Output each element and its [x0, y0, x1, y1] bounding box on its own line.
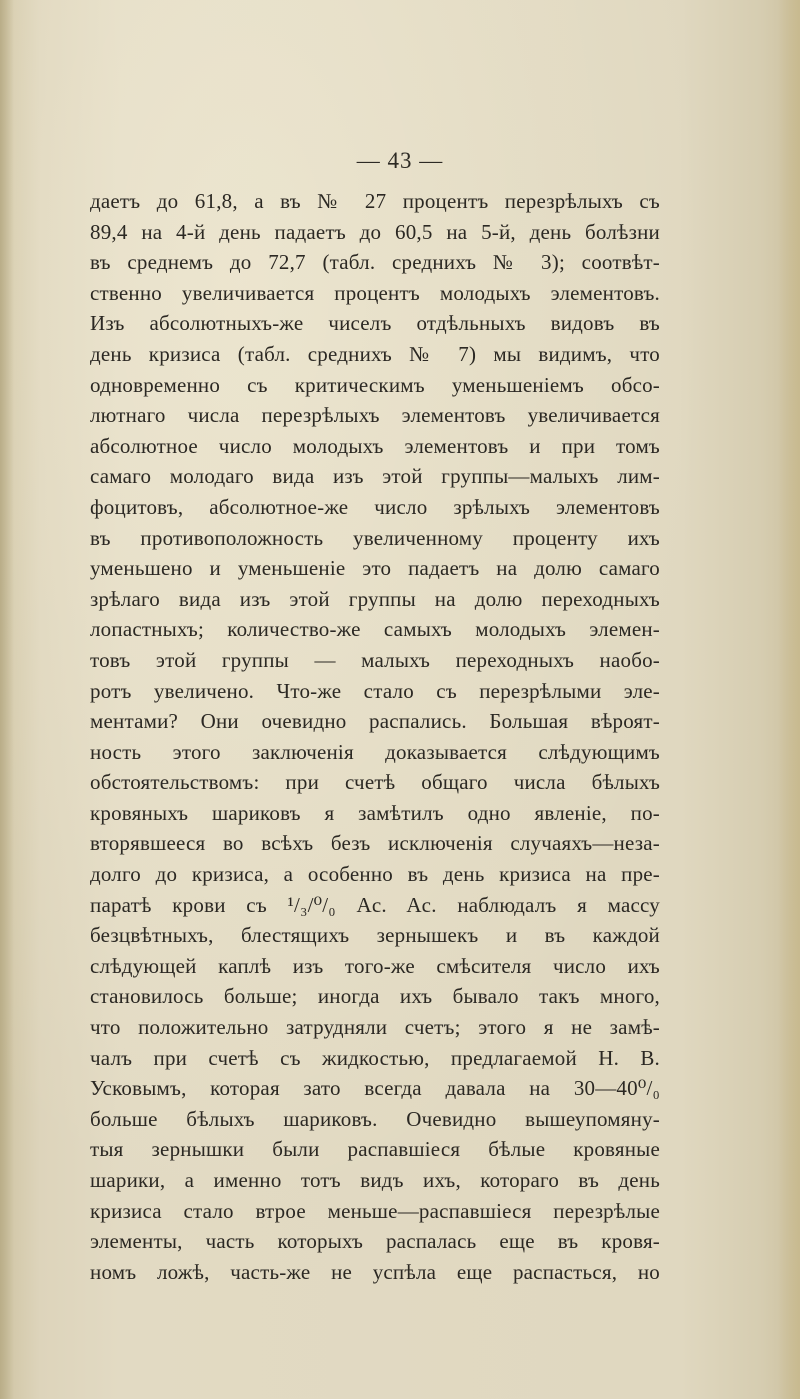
text-line: ность этого заключенія доказывается слѣдующимъ [90, 739, 660, 764]
page-right-shadow [778, 0, 800, 1399]
text-line: элементы, часть которыхъ распалась еще въ кровя- [90, 1229, 660, 1254]
text-line: Усковымъ, которая зато всегда давала на 30—40⁰/₀ [90, 1076, 660, 1101]
text-line: уменьшено и уменьшеніе это падаетъ на долю самаго [90, 556, 660, 581]
text-line: день кризиса (табл. среднихъ № 7) мы видимъ, что [90, 341, 660, 366]
text-line: ственно увеличивается процентъ молодыхъ элементовъ. [90, 280, 660, 305]
text-line: шарики, а именно тотъ видъ ихъ, котораго въ день [90, 1168, 660, 1192]
text-line: даетъ до 61,8, а въ № 27 процентъ перезрѣлыхъ съ [90, 189, 660, 213]
text-line: фоцитовъ, абсолютное-же число зрѣлыхъ элементовъ [90, 494, 660, 519]
text-line: долго до кризиса, а особенно въ день кризиса на пре- [90, 862, 660, 887]
text-line: чалъ при счетѣ съ жидкостью, предлагаемой Н. В. [90, 1045, 660, 1070]
text-line: въ противоположность увеличенному проценту ихъ [90, 525, 660, 550]
text-line: становилось больше; иногда ихъ бывало такъ много, [90, 984, 660, 1009]
text-line: ментами? Они очевидно распались. Большая вѣроят- [90, 709, 660, 734]
text-line: Изъ абсолютныхъ-же чиселъ отдѣльныхъ видовъ въ [90, 311, 660, 336]
text-line: паратѣ крови съ ¹/₃/⁰/₀ Ac. Ac. наблюдалъ я массу [90, 892, 660, 917]
text-line: безцвѣтныхъ, блестящихъ зернышекъ и въ каждой [90, 923, 660, 948]
text-line: ротъ увеличено. Что-же стало съ перезрѣлыми эле- [90, 678, 660, 703]
text-line: абсолютное число молодыхъ элементовъ и при томъ [90, 433, 660, 458]
text-line: товъ этой группы — малыхъ переходныхъ наобо- [90, 647, 660, 672]
text-line: больше бѣлыхъ шариковъ. Очевидно вышеупомяну- [90, 1106, 660, 1131]
text-line: 89,4 на 4-й день падаетъ до 60,5 на 5-й, день болѣзни [90, 219, 660, 244]
text-line: въ среднемъ до 72,7 (табл. среднихъ № 3); соотвѣт- [90, 250, 660, 275]
text-line: самаго молодаго вида изъ этой группы—малыхъ лим- [90, 464, 660, 489]
text-line: кризиса стало втрое меньше—распавшіеся перезрѣлые [90, 1198, 660, 1223]
page-number: — 43 — [356, 148, 444, 173]
text-line: обстоятельствомъ: при счетѣ общаго числа бѣлыхъ [90, 770, 660, 795]
text-line: кровяныхъ шариковъ я замѣтилъ одно явленіе, по- [90, 800, 660, 825]
text-line: лопастныхъ; количество-же самыхъ молодыхъ элемен- [90, 617, 660, 642]
text-line: вторявшееся во всѣхъ безъ исключенія случаяхъ—неза- [90, 831, 660, 856]
text-line: одновременно съ критическимъ уменьшеніемъ обсо- [90, 372, 660, 397]
text-line: номъ ложѣ, часть-же не успѣла еще распасться, но [90, 1259, 660, 1284]
text-line: слѣдующей каплѣ изъ того-же смѣсителя число ихъ [90, 953, 660, 978]
page-left-shadow [0, 0, 14, 1399]
text-line: лютнаго числа перезрѣлыхъ элементовъ увеличивается [90, 403, 660, 428]
text-line: что положительно затрудняли счетъ; этого я не замѣ- [90, 1015, 660, 1040]
text-line: зрѣлаго вида изъ этой группы на долю переходныхъ [90, 586, 660, 611]
body-text [90, 186, 660, 1287]
text-line: тыя зернышки были распавшіеся бѣлые кровяные [90, 1137, 660, 1162]
